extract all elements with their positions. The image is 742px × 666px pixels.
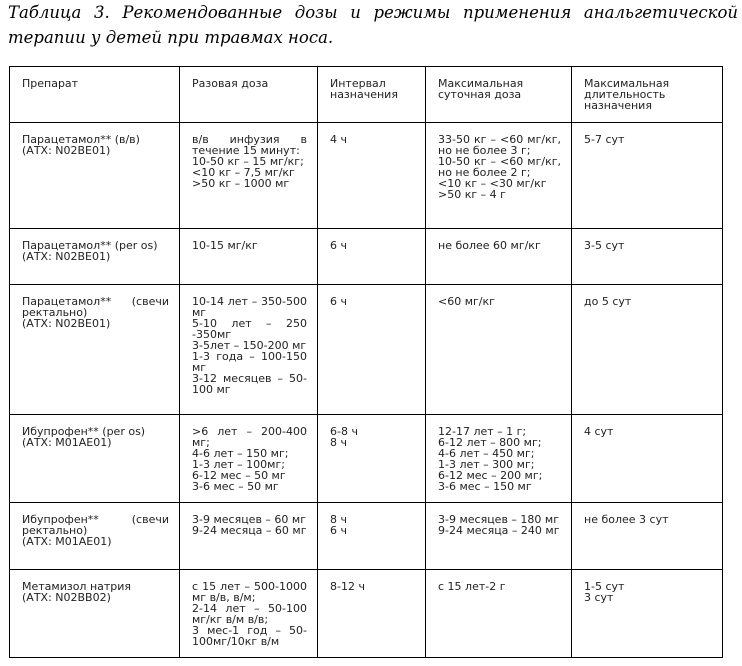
cell-line: до 5 сут [584, 295, 632, 308]
cell-line: 3-12 месяцев – 50-100 мг [192, 372, 307, 396]
cell-line: >6 лет – 200-400 мг; [192, 425, 307, 449]
cell-line: (АТХ: N02BB02) [22, 591, 111, 604]
cell-max-daily-dose [426, 123, 572, 229]
cell-line: <10 кг – 7,5 мг/кг [192, 166, 295, 179]
cell-single-dose [180, 570, 318, 658]
cell-single-dose [180, 503, 318, 570]
cell-max-duration [572, 123, 723, 229]
header-max-daily-dose: Максимальная суточная доза [426, 67, 572, 123]
cell-line: 4-6 лет – 450 мг; [438, 447, 535, 460]
cell-line: >50 кг – 1000 мг [192, 177, 290, 190]
header-single-dose: Разовая доза [180, 67, 318, 123]
cell-line: 6-12 мес – 200 мг; [438, 469, 543, 482]
cell-line: Ибупрофен** (per os) [22, 425, 146, 438]
cell-line: 10-15 мг/кг [192, 239, 258, 252]
header-max-duration: Максимальная длительность назначения [572, 67, 723, 123]
cell-line: 1-5 сут [584, 580, 625, 593]
cell-line: 6 ч [330, 295, 347, 308]
cell-line: (АТХ: M01AE01) [22, 436, 112, 449]
cell-line: 8-12 ч [330, 580, 365, 593]
cell-line: 4 сут [584, 425, 614, 438]
cell-max-daily-dose [426, 229, 572, 285]
cell-line: 6-12 мес – 50 мг [192, 469, 286, 482]
cell-drug [10, 123, 180, 229]
header-row [10, 67, 723, 123]
cell-line: 8 ч [330, 436, 347, 449]
cell-drug [10, 415, 180, 503]
cell-drug [10, 570, 180, 658]
cell-line: Ибупрофен** (свечи ректально) [22, 513, 169, 537]
cell-max-daily-dose [426, 570, 572, 658]
cell-interval [318, 229, 426, 285]
cell-line: Парацетамол** (в/в) [22, 133, 140, 146]
cell-line: 3-9 месяцев – 60 мг [192, 513, 306, 526]
cell-line: 2-14 лет – 50-100 мг/кг в/м в/в; [192, 602, 307, 626]
table-row [10, 570, 723, 658]
cell-max-daily-dose [426, 415, 572, 503]
cell-line: 3-5 сут [584, 239, 625, 252]
cell-single-dose [180, 123, 318, 229]
cell-line: 6 ч [330, 524, 347, 537]
cell-max-duration [572, 229, 723, 285]
cell-drug [10, 285, 180, 415]
cell-line: <60 мг/кг [438, 295, 495, 308]
cell-line: 1-3 года – 100-150 мг [192, 350, 307, 374]
cell-line: 9-24 месяца – 60 мг [192, 524, 307, 537]
cell-line: Парацетамол** (свечи ректально) [22, 295, 169, 319]
table-row [10, 285, 723, 415]
cell-line: 1-3 лет – 300 мг; [438, 458, 535, 471]
cell-line: с 15 лет-2 г [438, 580, 506, 593]
cell-drug [10, 229, 180, 285]
cell-line: 6-8 ч [330, 425, 358, 438]
cell-interval [318, 570, 426, 658]
cell-max-duration [572, 285, 723, 415]
cell-line: 8 ч [330, 513, 347, 526]
cell-max-duration [572, 503, 723, 570]
cell-line: Метамизол натрия [22, 580, 132, 593]
cell-line: 3 мес-1 год – 50-100мг/10кг в/м [192, 624, 307, 648]
cell-line: (АТХ: M01AE01) [22, 535, 112, 548]
cell-line: (АТХ: N02BE01) [22, 317, 111, 330]
table-body [10, 123, 723, 658]
cell-interval [318, 285, 426, 415]
header-drug: Препарат [10, 67, 180, 123]
cell-line: 3-5лет – 150-200 мг [192, 339, 307, 352]
cell-line: <10 кг – <30 мг/кг [438, 177, 547, 190]
cell-line: не более 60 мг/кг [438, 239, 541, 252]
cell-line: 3-6 мес – 50 мг [192, 480, 279, 493]
cell-line: >50 кг – 4 г [438, 188, 506, 201]
cell-max-duration [572, 415, 723, 503]
cell-line: 12-17 лет – 1 г; [438, 425, 527, 438]
cell-max-daily-dose [426, 285, 572, 415]
cell-max-daily-dose [426, 503, 572, 570]
cell-single-dose [180, 229, 318, 285]
cell-line: не более 3 сут [584, 513, 669, 526]
cell-single-dose [180, 285, 318, 415]
cell-line: в/в инфузия в течение 15 минут: [192, 133, 307, 157]
table-row [10, 123, 723, 229]
cell-line: 1-3 лет – 100мг; [192, 458, 285, 471]
cell-line: 10-14 лет – 350-500 мг [192, 295, 307, 319]
cell-line: 10-50 кг – 15 мг/кг; [192, 155, 304, 168]
cell-interval [318, 503, 426, 570]
cell-line: 5-7 сут [584, 133, 625, 146]
cell-line: 4-6 лет – 150 мг; [192, 447, 289, 460]
cell-line: 3-6 мес – 150 мг [438, 480, 532, 493]
cell-line: 3 сут [584, 591, 614, 604]
cell-line: с 15 лет – 500-1000 мг в/в, в/м; [192, 580, 307, 604]
cell-line: (АТХ: N02BE01) [22, 250, 111, 263]
cell-line: 4 ч [330, 133, 347, 146]
cell-line: 6-12 лет – 800 мг; [438, 436, 542, 449]
cell-line: 9-24 месяца – 240 мг [438, 524, 560, 537]
table-row [10, 503, 723, 570]
table-row [10, 415, 723, 503]
table-caption: Таблица 3. Рекомендованные дозы и режимы применения анальгетической терапии у детей при травмах носа. [8, 3, 738, 47]
cell-single-dose [180, 415, 318, 503]
cell-interval [318, 415, 426, 503]
cell-interval [318, 123, 426, 229]
cell-line: Парацетамол** (per os) [22, 239, 158, 252]
cell-line: 6 ч [330, 239, 347, 252]
cell-drug [10, 503, 180, 570]
cell-line: 10-50 кг – <60 мг/кг, но не более 2 г; [438, 155, 561, 179]
table-row [10, 229, 723, 285]
cell-line: 5-10 лет – 250 -350мг [192, 317, 307, 341]
header-interval: Интервал назначения [318, 67, 426, 123]
cell-line: 33-50 кг – <60 мг/кг, но не более 3 г; [438, 133, 561, 157]
cell-line: (АТХ: N02BE01) [22, 144, 111, 157]
cell-line: 3-9 месяцев – 180 мг [438, 513, 559, 526]
dosage-table [9, 66, 723, 658]
cell-max-duration [572, 570, 723, 658]
